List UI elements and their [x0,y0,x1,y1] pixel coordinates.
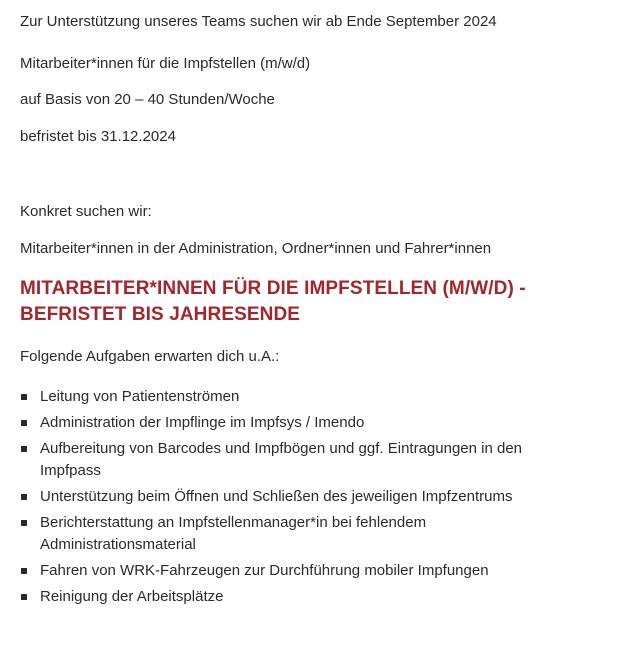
list-item [20,560,580,582]
bullet-icon [21,446,27,452]
intro-line-hours: auf Basis von 20 – 40 Stunden/Woche [20,91,275,108]
search-lead: Konkret suchen wir: [20,203,152,220]
bullet-icon [21,494,27,500]
intro-line-term: befristet bis 31.12.2024 [20,128,176,145]
section-heading: MITARBEITER*INNEN FÜR DIE IMPFSTELLEN (M/W/D) - BEFRISTET BIS JAHRESENDE [20,278,526,325]
bullet-icon [21,420,27,426]
bullet-icon [21,394,27,400]
list-item [20,386,580,408]
bullet-icon [21,594,27,600]
list-item [20,486,580,508]
task-text: Leitung von Patientenströmen [40,388,240,405]
task-text: Aufbereitung von Barcodes und Impfbögen und ggf. Eintragungen in den Impfpass [40,440,523,479]
search-roles: Mitarbeiter*innen in der Administration, Ordner*innen und Fahrer*innen [20,240,492,257]
tasks-lead: Folgende Aufgaben erwarten dich u.A.: [20,348,280,365]
intro-line-start: Zur Unterstützung unseres Teams suchen wir ab Ende September 2024 [20,13,497,30]
task-text: Administration der Impflinge im Impfsys / Imendo [40,414,365,431]
list-item [20,586,580,608]
list-item [20,412,580,434]
list-item [20,438,580,482]
intro-line-position: Mitarbeiter*innen für die Impfstellen (m/w/d) [20,55,311,72]
list-item [20,512,580,556]
bullet-icon [21,520,27,526]
task-list [20,386,580,612]
task-text: Unterstützung beim Öffnen und Schließen des jeweiligen Impfzentrums [40,488,513,505]
task-text: Fahren von WRK-Fahrzeugen zur Durchführung mobiler Impfungen [40,562,489,579]
task-text: Reinigung der Arbeitsplätze [40,588,224,605]
task-text: Berichterstattung an Impfstellenmanager*in bei fehlendem Administrationsmaterial [40,514,427,553]
bullet-icon [21,568,27,574]
